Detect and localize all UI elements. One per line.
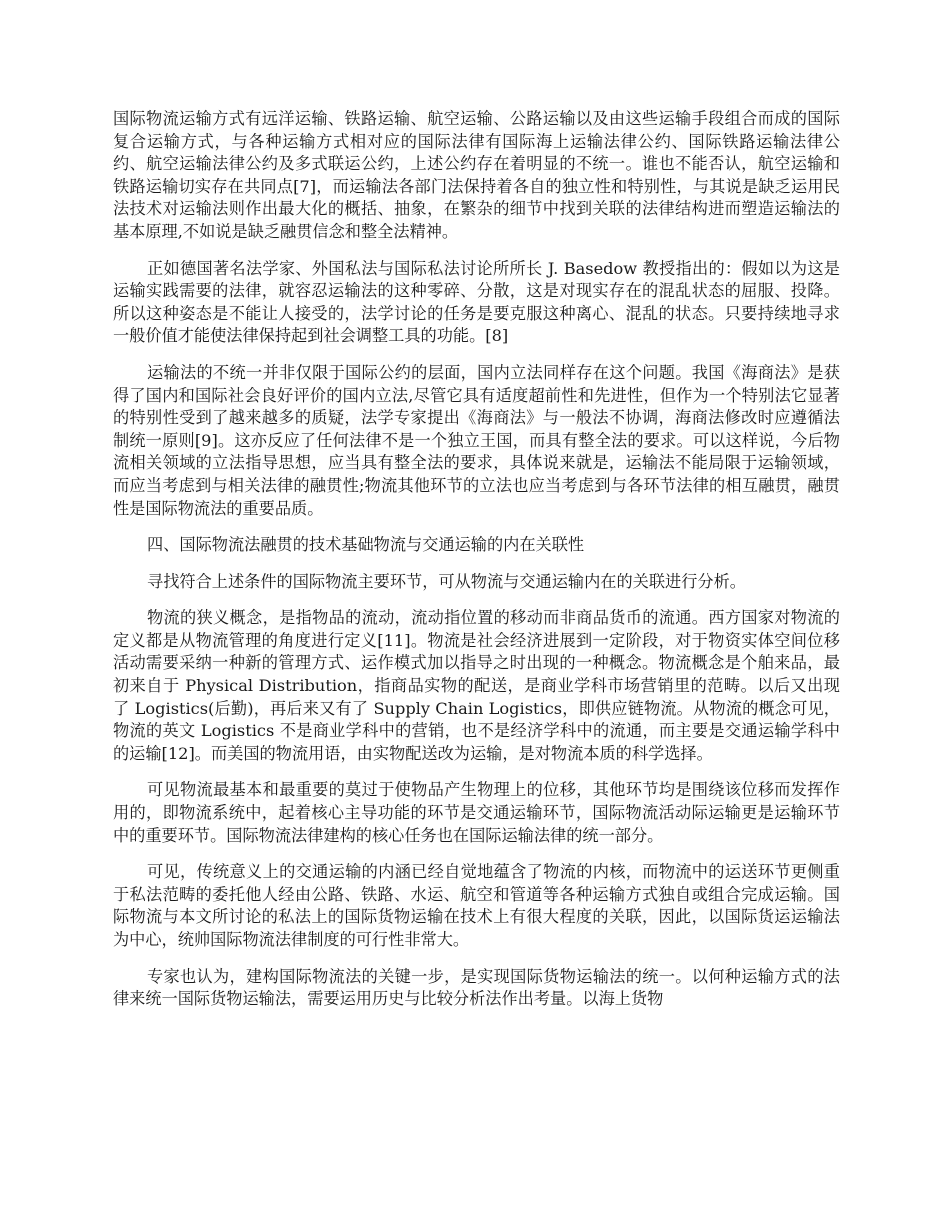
paragraph-logistics-concept: 物流的狭义概念，是指物品的流动，流动指位置的移动而非商品货币的流通。西方国家对物流的定义都是从物流管理的角度进行定义[11]。物流是社会经济进展到一定阶段，对于物资实体空间位移活动需要采纳一种新的管理方式、运作模式加以指导之时出现的一种概念。物流概念是个舶来品，最初来自于 Physical Distribution，指商品实物的配送，是商业学科市场营销里的范畴。以后又出现了 Logistics(后勤)，再后来又有了 Supply Chain Logistics，即供应链物流。从物流的概念可见，物流的英文 Logistics 不是商业学科中的营销，也不是经济学科中的流通，而主要是交通运输学科中的运输[12]。而美国的物流用语，由实物配送改为运输，是对物流本质的科学选择。 [113,608,840,763]
paragraph-basedow-quote: 正如德国著名法学家、外国私法与国际私法讨论所所长 J. Basedow 教授指出的：假如以为这是运输实践需要的法律，就容忍运输法的这种零碎、分散，这是对现实存在的混乱状态的屈服、投降。所以这种姿态是不能让人接受的，法学讨论的任务是要克服这种离心、混乱的状态。只要持续地寻求一般价值才能使法律保持起到社会调整工具的功能。[8] [113,258,840,346]
paragraph-transport-connotation: 可见，传统意义上的交通运输的内涵已经自觉地蕴含了物流的内核，而物流中的运送环节更侧重于私法范畴的委托他人经由公路、铁路、水运、航空和管道等各种运输方式独自或组合完成运输。国际物流与本文所讨论的私法上的国际货物运输在技术上有很大程度的关联，因此，以国际货运运输法为中心，统帅国际物流法律制度的可行性非常大。 [113,862,840,949]
document-body [113,108,840,1025]
paragraph-analysis-intro: 寻找符合上述条件的国际物流主要环节，可从物流与交通运输内在的关联进行分析。 [147,571,746,591]
paragraph-expert-view: 专家也认为，建构国际物流法的关键一步，是实现国际货物运输法的统一。以何种运输方式的法律来统一国际货物运输法，需要运用历史与比较分析法作出考量。以海上货物 [113,966,840,1009]
paragraph-transport-modes: 国际物流运输方式有远洋运输、铁路运输、航空运输、公路运输以及由这些运输手段组合而成的国际复合运输方式，与各种运输方式相对应的国际法律有国际海上运输法律公约、国际铁路运输法律公约、航空运输法律公约及多式联运公约，上述公约存在着明显的不统一。谁也不能否认，航空运输和铁路运输切实存在共同点[7]，而运输法各部门法保持着各自的独立性和特别性，与其说是缺乏运用民法技术对运输法则作出最大化的概括、抽象，在繁杂的细节中找到关联的法律结构进而塑造运输法的基本原理,不如说是缺乏融贯信念和整全法精神。 [113,109,840,241]
section-heading-4: 四、国际物流法融贯的技术基础物流与交通运输的内在关联性 [147,535,585,555]
paragraph-maritime-law: 运输法的不统一并非仅限于国际公约的层面，国内立法同样存在这个问题。我国《海商法》是获得了国内和国际社会良好评价的国内立法,尽管它具有适度超前性和先进性，但作为一个特别法它显著的特别性受到了越来越多的质疑，法学专家提出《海商法》与一般法不协调，海商法修改时应遵循法制统一原则[9]。这亦反应了任何法律不是一个独立王国，而具有整全法的要求。可以这样说，今后物流相关领域的立法指导思想，应当具有整全法的要求，具体说来就是，运输法不能局限于运输领域，而应当考虑到与相关法律的融贯性;物流其他环节的立法也应当考虑到与各环节法律的相互融贯，融贯性是国际物流法的重要品质。 [113,362,840,518]
paragraph-displacement: 可见物流最基本和最重要的莫过于使物品产生物理上的位移，其他环节均是围绕该位移而发挥作用的，即物流系统中，起着核心主导功能的环节是交通运输环节，国际物流活动际运输更是运输环节中的重要环节。国际物流法律建构的核心任务也在国际运输法律的统一部分。 [113,780,840,845]
